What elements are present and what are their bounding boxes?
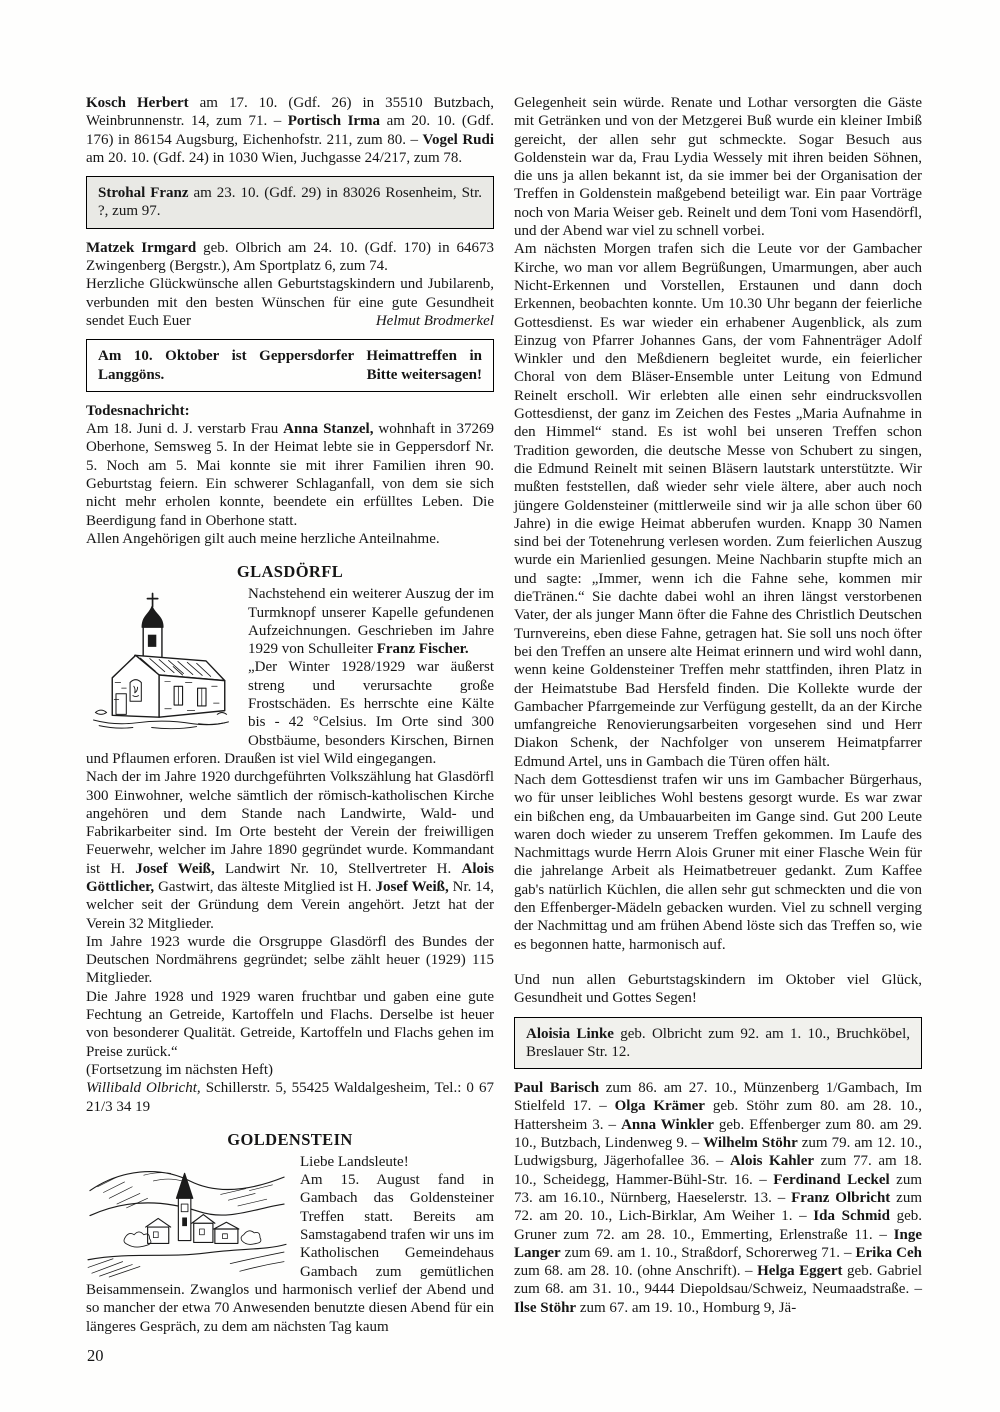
goldenstein-report-continued-3: Nach dem Gottesdienst trafen wir uns im Gambacher Bürgerhaus, wo für unser leibliches Wohl bestens gesorgt wurde. Es war zwar ein bißchen eng, da Umbauarbeiten im Gange sind. Gut 200 Leute waren doch wieder zu unserem Treffen gekommen. Im Laufe des Nachmittags wurde Herrn Alois Gruner mit einer Flasche Wein für die jahrelange Arbeit als Heimatbetreuer gedankt. Zum Kaffee gab's natürlich Küchlen, die allen sehr gut schmeckten und die von den Effenberger-Mädeln gebacken wurden. Viel zu schnell verging der Nachmittag und am frühen Abend löste sich das Treffen so, wie es begonnen hatte, harmonisch auf. bbox=[514, 771, 922, 953]
newsletter-page-body bbox=[86, 94, 922, 1336]
strohal-box-text: Strohal Franz am 23. 10. (Gdf. 29) in 83026 Rosenheim, Str. ?, zum 97. bbox=[98, 185, 482, 220]
chapel-illustration bbox=[86, 588, 236, 732]
page-number: 20 bbox=[87, 1346, 104, 1365]
obituary-heading: Todesnachricht: bbox=[86, 402, 190, 419]
goldenstein-report-paragraph: Am 15. August fand in Gambach das Goldensteiner Treffen statt. Bereits am Samstagabend trafen wir uns im Katholischen Gemeindehaus Gambach zum gemütlichen Beisammensein. Zwanglos und harmonisch verlief der Abend und so mancher der etwa 70 Anwesenden benutzte diesen Abend für ein längeres Gespräch, zu dem am nächsten Tag kaum bbox=[86, 1172, 494, 1335]
continuation-note: (Fortsetzung im nächsten Heft) bbox=[86, 1061, 274, 1078]
obituary-condolence-line: Allen Angehörigen gilt auch meine herzliche Anteilnahme. bbox=[86, 530, 440, 547]
obituary-body-paragraph: Am 18. Juni d. J. verstarb Frau Anna Stanzel, wohnhaft in 37269 Oberhone, Semsweg 5. In der Heimat lebte sie in Geppersdorf Nr. 5. Noch am 5. Mai konnte sie mit ihrer Familien ihren 90. Geburtstag feiern. Ein schwerer Schlaganfall, von dem sie sich nicht mehr erholen konnte, beendete ein erfülltes Leben. Die Beerdigung fand in Oberhone statt. bbox=[86, 421, 494, 529]
linke-highlight-box bbox=[514, 1017, 922, 1070]
glasdoerfl-winter-paragraph: „Der Winter 1928/1929 war äußerst streng und verursachte große Frostschäden. Es herrschte eine Kälte bis - 42 °Celsius. Im Orte sind 300 Obstbäume, besonders Kirschen, Birnen und Pflaumen erforen. Draußen ist viel Wild eingegangen. bbox=[86, 659, 494, 767]
greetings-paragraph bbox=[86, 275, 494, 330]
glasdoerfl-section bbox=[86, 585, 494, 768]
matzek-entry-paragraph: Matzek Irmgard geb. Olbrich am 24. 10. (Gdf. 170) in 64673 Zwingenberg (Bergstr.), Am Sportplatz 6, zum 74. bbox=[86, 239, 494, 275]
greetings-signature: Helmut Brodmerkel bbox=[375, 312, 494, 329]
greetings-text: Herzliche Glückwünsche allen Geburtstagskindern und Jubilarenb, verbunden mit den besten Wünschen für eine gute Gesundheit sendet Euch Euer bbox=[86, 276, 494, 329]
glasdoerfl-contact-line: Willibald Olbricht, Schillerstr. 5, 55425 Waldalgesheim, Tel.: 0 67 21/3 34 19 bbox=[86, 1080, 494, 1115]
birthday-entries-paragraph: Kosch Herbert am 17. 10. (Gdf. 26) in 35510 Butzbach, Weinbrunnenstr. 14, zum 71. – Portisch Irma am 20. 10. (Gdf. 176) in 86154 Augsburg, Eichenhofstr. 211, zum 80. – Vogel Rudi am 20. 10. (Gdf. 24) in 1030 Wien, Juchgasse 24/217, zum 78. bbox=[86, 95, 495, 166]
announcement-text-line bbox=[98, 347, 482, 384]
glasdoerfl-census-paragraph: Nach der im Jahre 1920 durchgeführten Volkszählung hat Glasdörfl 300 Einwohner, welche sämtlich der römisch-katholischen Kirche angehören und dem Stande nach Landwirte, Wald- und Fabrikarbeiter sind. Im Orte besteht der Verein der freiwilligen Feuerwehr, welcher im Jahre 1890 gegründet wurde. Kommandant ist H. Josef Weiß, Landwirt Nr. 10, Stellvertreter H. Alois Göttlicher, Gastwirt, das älteste Mitglied ist H. Josef Weiß, Nr. 14, welcher seit der Gründung dem Verein angehört. Jetzt hat der Verein 32 Mitglieder. bbox=[86, 769, 495, 932]
goldenstein-report-continued-2: Am nächsten Morgen trafen sich die Leute vor der Gambacher Kirche, wo man vor allem Begrüßungen, Umarmungen, aber auch Nicht-Erkennen und Vorstellen, Erstaunen und dann doch Erkennen, beobachten konnte. Um 10.30 Uhr begann der feierliche Gottesdienst. Es war wieder ein erhabener Augenblick, als zum Einzug von Pfarrer Johannes Gans, der vom Fahnenträger Adolf Winkler und den Meßdienern begleitet wurde, ein feierlicher Choral von dem Bläser-Ensemble unter Leitung von Edmund Reinelt erscholl. Wir erlebten alle einen sehr eindrucksvollen Gottesdienst, der ganz im Zeichen des Festes „Maria Aufnahme in den Himmel“ stand. Es ist wohl bei unseren Treffen schon Tradition geworden, die deutsche Messe von Schubert zu singen, die Edmund Reinelt mit seinen Bläsern lautstark unterstützte. Wir mußten feststellen, daß wieder sehr viele ältere, aber auch noch jüngere Goldensteiner (mittlerweile sind wir ja alle schon über 60 Jahre) in die ewige Heimat abberufen wurden. Knapp 30 Namen sind bei der Totenehrung verlesen worden. Zum feierlichen Auszug wurde ein Marienlied gesungen. Meine Nachbarin stupfte mich an und sagte: „Immer, wenn ich die Fahne sehe, kommen mir dieTränen.“ Sie dachte dabei wohl an ihren längst verstorbenen Vater, der als junger Mann öfter die Fahne des Christlich Deutschen Turnvereins, eben diese Fahne, getragen hat. Sie soll uns noch öfter bei den Treffen an unsere alte Heimat erinnern und wird wohl dann, wenn keine Goldensteiner Treffen mehr stattfinden, ihren Platz in der Heimatstube Bad Hersfeld finden. Die Kollekte wurde der Gambacher Pfarrgemeinde zur Verfügung gestellt, da an der Kirche umfangreiche Renovierungsarbeiten vorgesehen sind und Herr Diakon Schenk, der Nachfolger von unserem Heimatpfarrer Edmund Artel, uns in Gambach die Türen offen hält. bbox=[514, 241, 922, 770]
glasdoerfl-ortsgruppe-paragraph: Im Jahre 1923 wurde die Orsgruppe Glasdörfl des Bundes der Deutschen Nordmährens gegründet; selbe zählt heuer (1929) 115 Mitglieder. bbox=[86, 933, 494, 987]
village-landscape-illustration bbox=[86, 1156, 288, 1278]
glasdoerfl-harvest-paragraph: Die Jahre 1928 und 1929 waren fruchtbar und gaben eine gute Fechtung an Getreide, Kartoffeln und Flachs. Derselbe ist heuer von besonderer Qualität. Getreide, Kartoffeln und Flachs gehen im Preise zurück.“ bbox=[86, 988, 494, 1060]
goldenstein-salutation: Liebe Landsleute! bbox=[300, 1153, 409, 1170]
left-column bbox=[86, 94, 494, 1336]
linke-box-text: Aloisia Linke geb. Olbricht zum 92. am 1. 10., Bruchköbel, Breslauer Str. 12. bbox=[526, 1025, 910, 1060]
meeting-announcement-box bbox=[86, 339, 494, 392]
announcement-callout: Bitte weitersagen! bbox=[366, 366, 482, 383]
strohal-highlight-box bbox=[86, 176, 494, 229]
glasdoerfl-section-heading: GLASDÖRFL bbox=[236, 562, 344, 582]
announcement-text: Am 10. Oktober ist Geppersdorfer Heimattreffen in Langgöns. bbox=[98, 348, 482, 383]
goldenstein-section-heading: GOLDENSTEIN bbox=[227, 1129, 353, 1149]
goldenstein-report-continued-1: Gelegenheit sein würde. Renate und Lothar versorgten die Gäste mit Getränken und von der Metzgerei Buß wurde ein kleiner Imbiß gereicht, der allen sehr gut schmeckte. Sogar Besuch aus Goldenstein war da, Frau Lydia Wessely mit ihren beiden Söhnen, die uns ja allen bekannt ist, da sie immer bei der Organisation der Treffen in Goldenstein maßgebend beteiligt war. Ein paar Vorträge noch von Maria Weiser geb. Reinelt und dem Toni vom Hasendörfl, und der Abend war viel zu schnell vorbei. bbox=[514, 95, 922, 240]
glasdoerfl-intro-paragraph: Nachstehend ein weiterer Auszug der im Turmknopf unserer Kapelle gefundenen Aufzeichnungen. Geschrieben im Jahre 1929 von Schulleiter Franz Fischer. bbox=[248, 586, 494, 658]
right-column bbox=[514, 94, 922, 1336]
birthday-wishes-paragraph: Und nun allen Geburtstagskindern im Oktober viel Glück, Gesundheit und Gottes Segen! bbox=[514, 971, 922, 1007]
goldenstein-section bbox=[86, 1153, 494, 1336]
october-birthday-list-paragraph: Paul Barisch zum 86. am 27. 10., Münzenberg 1/Gambach, Im Stielfeld 17. – Olga Krämer geb. Stöhr zum 80. am 28. 10., Hattersheim 3. – Anna Winkler geb. Effenberger zum 80. am 29. 10., Butzbach, Lindenweg 9. – Wilhelm Stöhr zum 79. am 12. 10., Ludwigsburg, Jägerhofallee 36. – Alois Kahler zum 77. am 18. 10., Scheidegg, Hammer-Bühl-Str. 16. – Ferdinand Leckel zum 73. am 16.10., Nürnberg, Haeselerstr. 13. – Franz Olbricht zum 72. am 20. 10., Lich-Birklar, Am Weiher 1. – Ida Schmid geb. Gruner zum 72. am 28. 10., Emmerting, Erlenstraße 11. – Inge Langer zum 69. am 1. 10., Straßdorf, Schorerweg 71. – Erika Ceh zum 68. am 28. 10. (ohne Anschrift). – Helga Eggert geb. Gabriel zum 68. am 31. 10., 9444 Diepoldsau/Schweiz, Neumaadstraße. – Ilse Stöhr zum 67. am 19. 10., Homburg 9, Jä- bbox=[514, 1080, 923, 1316]
